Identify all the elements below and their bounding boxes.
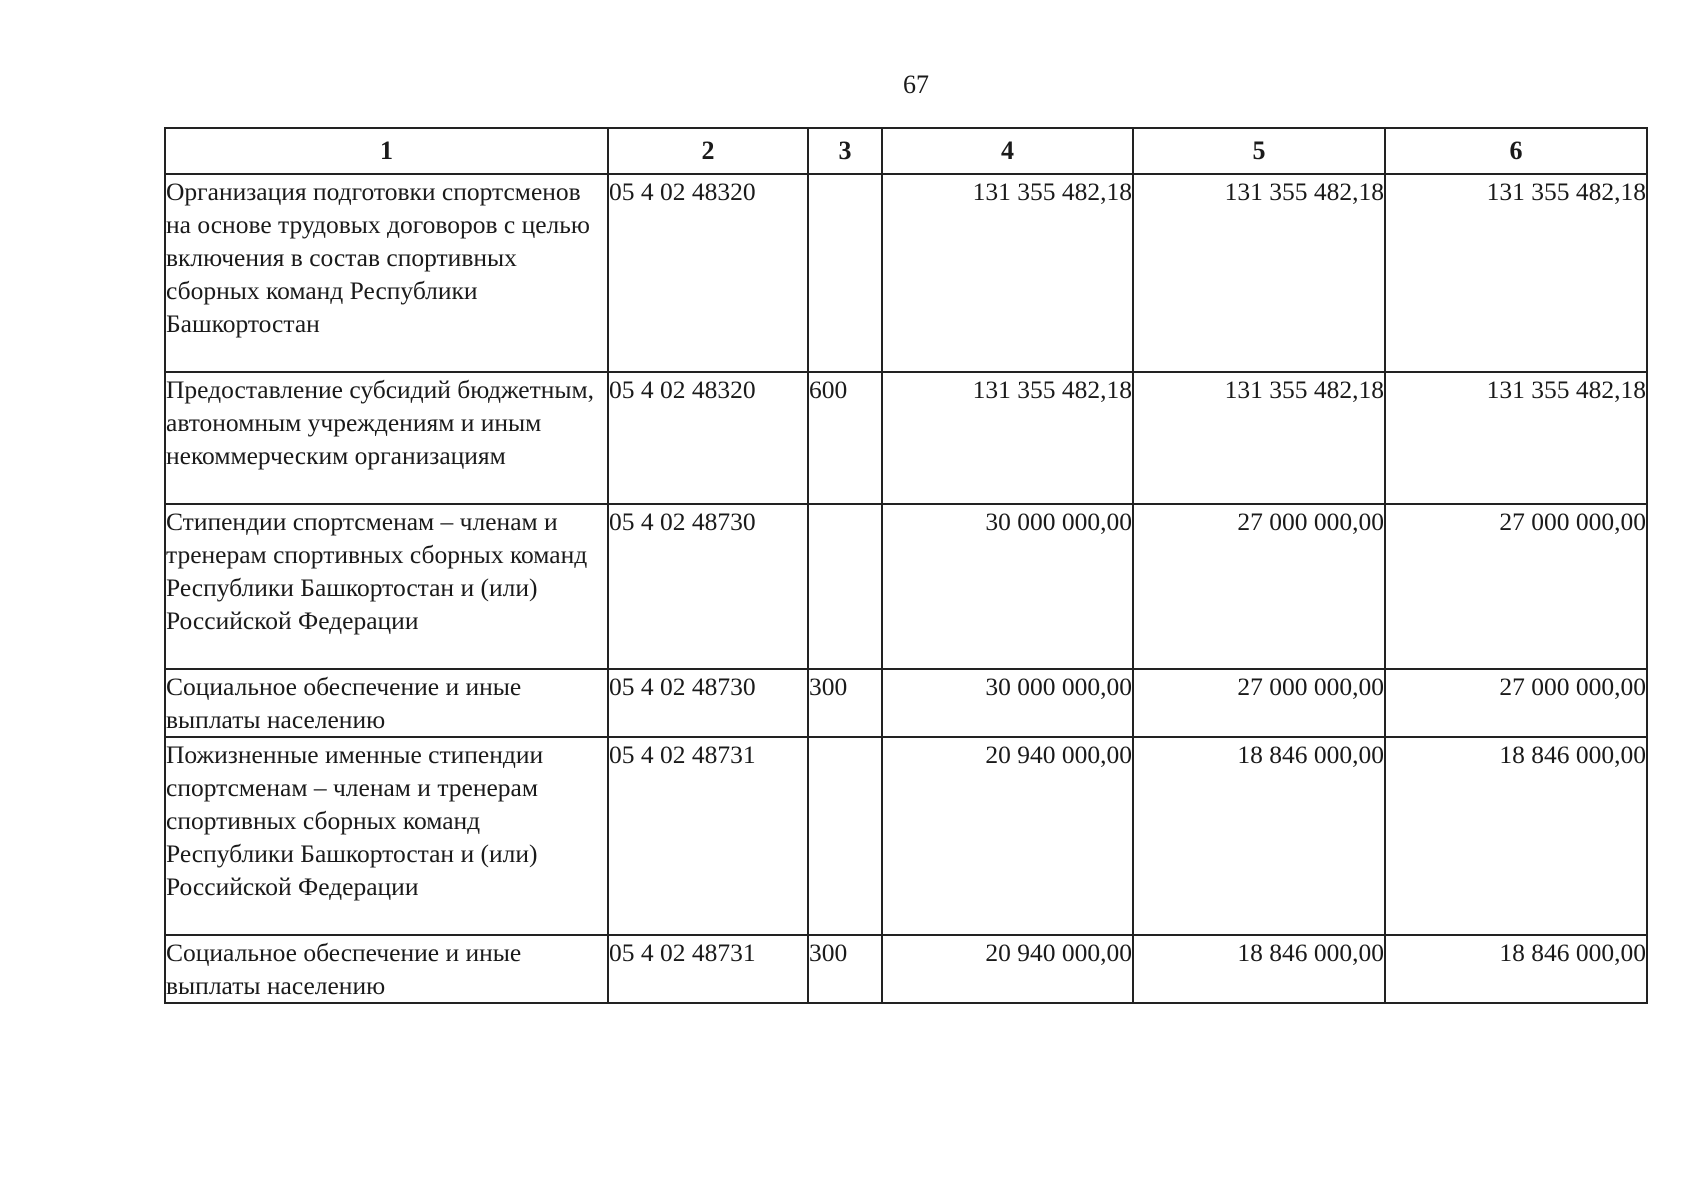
column-header-1: 1 bbox=[165, 128, 608, 174]
row-name-cell: Предоставление субсидий бюджетным, автономным учреждениям и иным некоммерческим организациям bbox=[165, 372, 608, 504]
column-header-4: 4 bbox=[882, 128, 1133, 174]
row-amount-4-cell: 20 940 000,00 bbox=[882, 737, 1133, 935]
row-type-cell bbox=[808, 174, 882, 372]
column-header-5: 5 bbox=[1133, 128, 1385, 174]
row-amount-6-cell: 18 846 000,00 bbox=[1385, 737, 1647, 935]
row-amount-5-cell: 18 846 000,00 bbox=[1133, 737, 1385, 935]
table-row bbox=[165, 174, 1647, 372]
row-type-cell: 300 bbox=[808, 935, 882, 1003]
row-amount-4-cell: 30 000 000,00 bbox=[882, 504, 1133, 669]
row-name-cell: Организация подготовки спортсменов на основе трудовых договоров с целью включения в состав спортивных сборных команд Республики Башкортостан bbox=[165, 174, 608, 372]
table-header-row bbox=[165, 128, 1647, 174]
row-amount-4-cell: 20 940 000,00 bbox=[882, 935, 1133, 1003]
row-amount-5-cell: 131 355 482,18 bbox=[1133, 174, 1385, 372]
row-amount-4-cell: 30 000 000,00 bbox=[882, 669, 1133, 737]
row-name-cell: Стипендии спортсменам – членам и тренерам спортивных сборных команд Республики Башкортостан и (или) Российской Федерации bbox=[165, 504, 608, 669]
row-amount-4-cell: 131 355 482,18 bbox=[882, 174, 1133, 372]
table-row bbox=[165, 504, 1647, 669]
row-amount-4-cell: 131 355 482,18 bbox=[882, 372, 1133, 504]
column-header-3: 3 bbox=[808, 128, 882, 174]
row-type-cell bbox=[808, 504, 882, 669]
row-amount-5-cell: 18 846 000,00 bbox=[1133, 935, 1385, 1003]
row-code-cell: 05 4 02 48320 bbox=[608, 174, 808, 372]
table-row bbox=[165, 935, 1647, 1003]
row-name-cell: Пожизненные именные стипендии спортсменам – членам и тренерам спортивных сборных команд Республики Башкортостан и (или) Российской Федерации bbox=[165, 737, 608, 935]
row-code-cell: 05 4 02 48731 bbox=[608, 737, 808, 935]
row-amount-6-cell: 27 000 000,00 bbox=[1385, 504, 1647, 669]
row-code-cell: 05 4 02 48731 bbox=[608, 935, 808, 1003]
row-code-cell: 05 4 02 48730 bbox=[608, 669, 808, 737]
row-name-cell: Социальное обеспечение и иные выплаты населению bbox=[165, 669, 608, 737]
row-amount-5-cell: 131 355 482,18 bbox=[1133, 372, 1385, 504]
row-amount-6-cell: 131 355 482,18 bbox=[1385, 372, 1647, 504]
row-amount-5-cell: 27 000 000,00 bbox=[1133, 669, 1385, 737]
row-type-cell bbox=[808, 737, 882, 935]
budget-table bbox=[164, 127, 1648, 1004]
table-row bbox=[165, 669, 1647, 737]
row-amount-5-cell: 27 000 000,00 bbox=[1133, 504, 1385, 669]
row-code-cell: 05 4 02 48730 bbox=[608, 504, 808, 669]
column-header-2: 2 bbox=[608, 128, 808, 174]
row-amount-6-cell: 18 846 000,00 bbox=[1385, 935, 1647, 1003]
column-header-6: 6 bbox=[1385, 128, 1647, 174]
row-type-cell: 300 bbox=[808, 669, 882, 737]
table-row bbox=[165, 372, 1647, 504]
row-amount-6-cell: 131 355 482,18 bbox=[1385, 174, 1647, 372]
table-row bbox=[165, 737, 1647, 935]
row-type-cell: 600 bbox=[808, 372, 882, 504]
row-name-cell: Социальное обеспечение и иные выплаты населению bbox=[165, 935, 608, 1003]
row-code-cell: 05 4 02 48320 bbox=[608, 372, 808, 504]
row-amount-6-cell: 27 000 000,00 bbox=[1385, 669, 1647, 737]
page-number: 67 bbox=[903, 70, 929, 99]
